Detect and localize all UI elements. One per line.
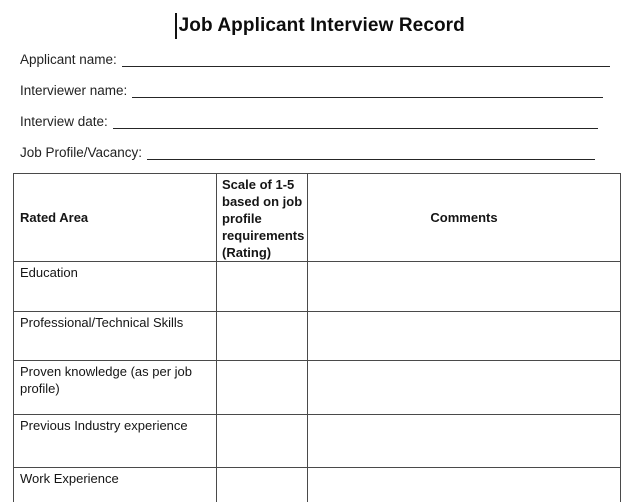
field-label: Job Profile/Vacancy:: [20, 145, 143, 160]
comments-cell[interactable]: [308, 262, 621, 312]
table-header-row: [14, 174, 621, 262]
text-cursor: [175, 13, 177, 39]
table-row: [14, 262, 621, 312]
field-label: Interview date:: [20, 114, 108, 129]
form-field-row: [0, 44, 640, 75]
field-blank-line[interactable]: [132, 75, 603, 98]
rating-cell[interactable]: [217, 262, 308, 312]
form-field-row: [0, 106, 640, 137]
comments-cell[interactable]: [308, 415, 621, 468]
page-title[interactable]: Job Applicant Interview Record: [178, 15, 465, 36]
rating-cell[interactable]: [217, 361, 308, 415]
form-field-row: [0, 75, 640, 106]
rated-area-cell: Professional/Technical Skills: [14, 312, 217, 361]
field-blank-line[interactable]: [122, 44, 610, 67]
table-row: [14, 468, 621, 502]
header-rated-area: Rated Area: [14, 174, 217, 262]
title-row: [0, 0, 640, 44]
rating-cell[interactable]: [217, 468, 308, 502]
field-blank-line[interactable]: [113, 106, 598, 129]
rating-cell[interactable]: [217, 312, 308, 361]
rated-area-cell: Education: [14, 262, 217, 312]
comments-cell[interactable]: [308, 468, 621, 502]
field-label: Applicant name:: [20, 52, 117, 67]
header-rating-scale: Scale of 1-5 based on job profile requirements (Rating): [217, 174, 308, 262]
rated-area-cell: Proven knowledge (as per job profile): [14, 361, 217, 415]
table-row: [14, 361, 621, 415]
form-field-row: [0, 137, 640, 168]
rated-area-cell: Previous Industry experience: [14, 415, 217, 468]
comments-cell[interactable]: [308, 361, 621, 415]
field-label: Interviewer name:: [20, 83, 128, 98]
table-row: [14, 312, 621, 361]
comments-cell[interactable]: [308, 312, 621, 361]
header-comments: Comments: [308, 174, 621, 262]
rating-table: [13, 173, 621, 502]
field-blank-line[interactable]: [147, 137, 595, 160]
rating-table-body: [14, 262, 621, 502]
form-fields: [0, 44, 640, 168]
rating-cell[interactable]: [217, 415, 308, 468]
rated-area-cell: Work Experience: [14, 468, 217, 502]
table-row: [14, 415, 621, 468]
